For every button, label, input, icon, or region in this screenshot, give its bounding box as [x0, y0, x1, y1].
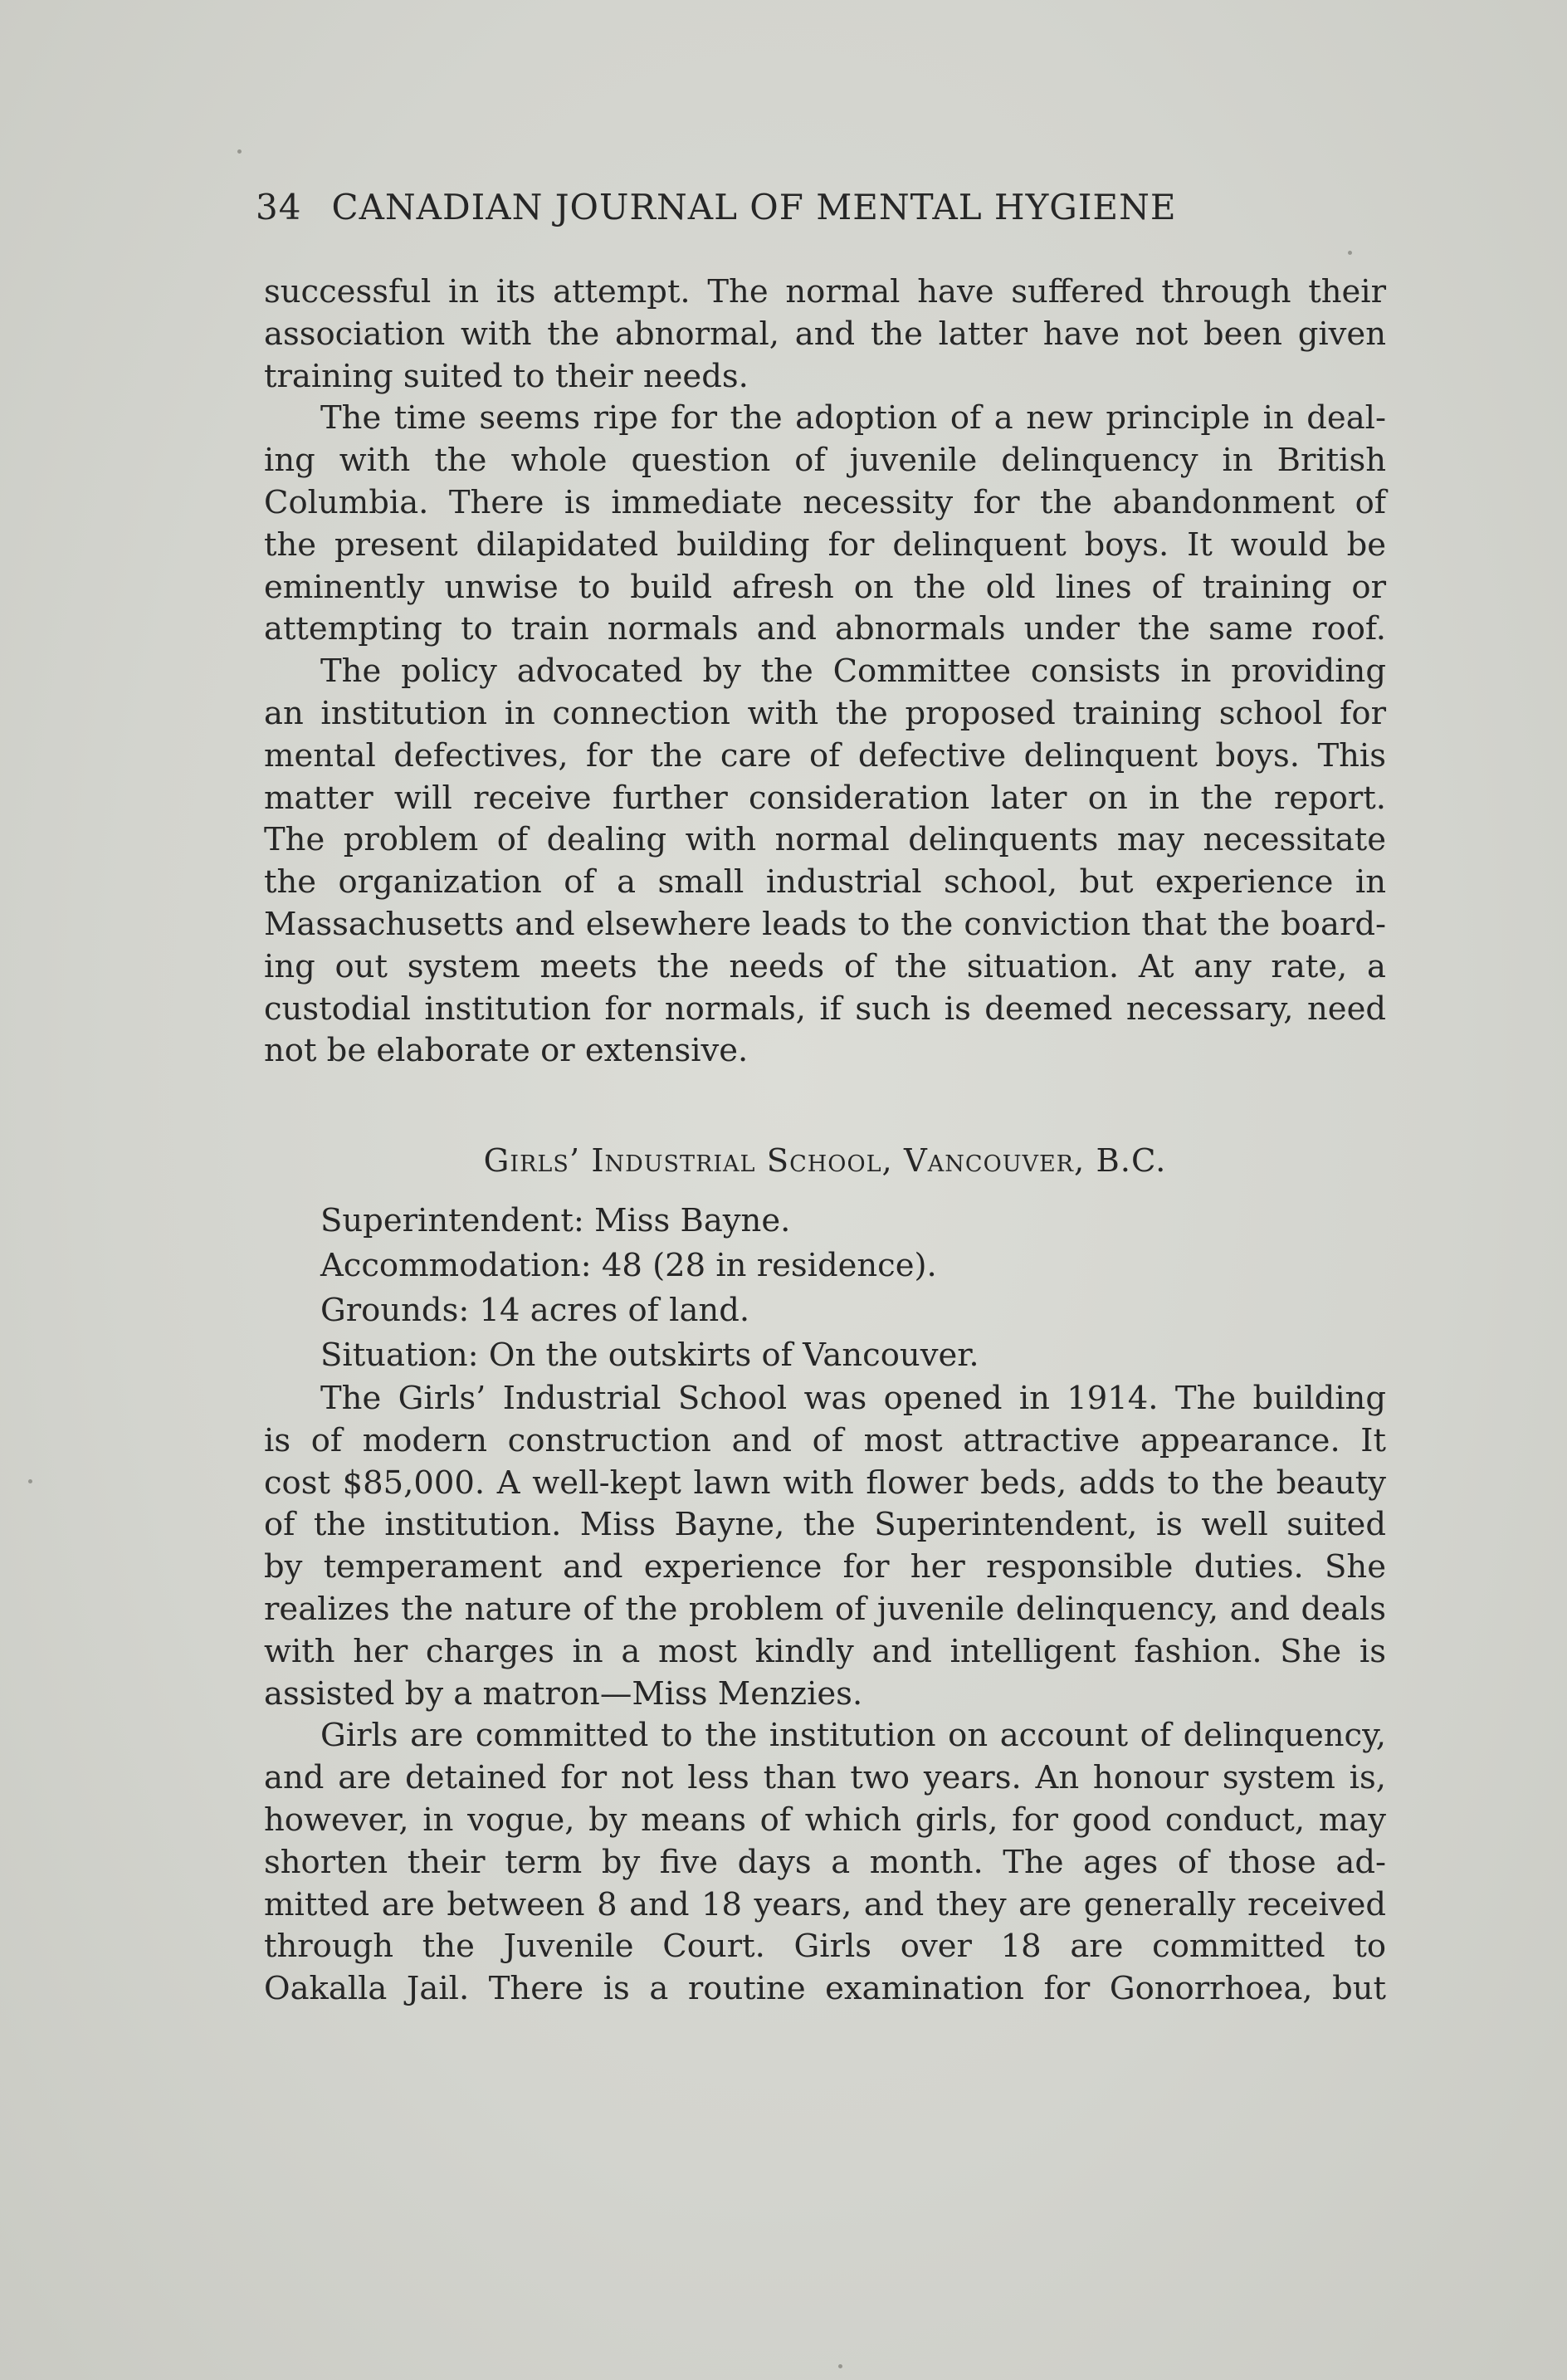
text-line: The problem of dealing with normal delinquents may necessitate: [264, 821, 1386, 859]
text-line: Massachusetts and elsewhere leads to the conviction that the board-: [264, 905, 1386, 943]
text-line: matter will receive further consideration later on in the report.: [264, 779, 1386, 817]
text-line: by temperament and experience for her responsible duties. She: [264, 1548, 1386, 1586]
text-line: association with the abnormal, and the latter have not been given: [264, 315, 1386, 353]
text-line: shorten their term by five days a month. The ages of those ad-: [264, 1843, 1386, 1881]
text-line: eminently unwise to build afresh on the old lines of training or: [264, 568, 1386, 606]
text-line: through the Juvenile Court. Girls over 18 are committed to: [264, 1928, 1386, 1966]
page-number: 34: [256, 187, 302, 227]
text-line: The Girls’ Industrial School was opened in 1914. The building: [320, 1380, 1386, 1417]
grounds-line: Grounds: 14 acres of land.: [320, 1292, 750, 1329]
text-line: attempting to train normals and abnormals under the same roof.: [264, 610, 1386, 648]
text-line: Oakalla Jail. There is a routine examination for Gonorrhoea, but: [264, 1970, 1386, 2008]
text-line: is of modern construction and of most attractive appearance. It: [264, 1421, 1386, 1459]
text-line: training suited to their needs.: [264, 357, 749, 395]
text-line: with her charges in a most kindly and intelligent fashion. She is: [264, 1632, 1386, 1670]
paper-speck: [28, 1479, 32, 1483]
text-line: assisted by a matron—Miss Menzies.: [264, 1674, 863, 1713]
text-line: The time seems ripe for the adoption of a new principle in deal-: [320, 399, 1386, 437]
text-line: ing out system meets the needs of the situation. At any rate, a: [264, 947, 1386, 985]
text-line: of the institution. Miss Bayne, the Superintendent, is well suited: [264, 1506, 1386, 1544]
body-text-lower: [264, 1378, 1386, 2011]
running-header: [256, 183, 1277, 232]
paper-speck: [237, 149, 242, 154]
text-line: realizes the nature of the problem of juvenile delinquency, and deals: [264, 1590, 1386, 1628]
text-line: an institution in connection with the proposed training school for: [264, 694, 1386, 732]
accommodation-line: Accommodation: 48 (28 in residence).: [320, 1247, 937, 1284]
text-line: successful in its attempt. The normal have suffered through their: [264, 273, 1386, 310]
section-heading: Girls’ Industrial School, Vancouver, B.C.: [483, 1142, 1167, 1180]
paper-speck: [1348, 251, 1352, 255]
body-text-upper: [264, 271, 1386, 1073]
text-line: custodial institution for normals, if such is deemed necessary, need: [264, 990, 1386, 1028]
journal-title: CANADIAN JOURNAL OF MENTAL HYGIENE: [331, 187, 1177, 227]
text-line: not be elaborate or extensive.: [264, 1032, 749, 1070]
text-line: and are detained for not less than two years. An honour system is,: [264, 1759, 1386, 1797]
paper-speck: [838, 2364, 842, 2368]
institution-facts: [320, 1199, 979, 1378]
text-line: mitted are between 8 and 18 years, and they are generally received: [264, 1885, 1386, 1923]
text-line: however, in vogue, by means of which girls, for good conduct, may: [264, 1801, 1386, 1839]
text-line: Columbia. There is immediate necessity for the abandonment of: [264, 483, 1386, 521]
situation-line: Situation: On the outskirts of Vancouver.: [320, 1337, 979, 1374]
superintendent-line: Superintendent: Miss Bayne.: [320, 1202, 791, 1239]
text-line: the organization of a small industrial school, but experience in: [264, 863, 1386, 902]
text-line: mental defectives, for the care of defective delinquent boys. This: [264, 736, 1386, 775]
text-line: ing with the whole question of juvenile delinquency in British: [264, 442, 1386, 480]
text-line: Girls are committed to the institution on account of delinquency,: [320, 1717, 1386, 1755]
text-line: The policy advocated by the Committee consists in providing: [320, 652, 1386, 691]
text-line: the present dilapidated building for delinquent boys. It would be: [264, 525, 1386, 564]
text-line: cost $85,000. A well-kept lawn with flower beds, adds to the beauty: [264, 1464, 1386, 1502]
